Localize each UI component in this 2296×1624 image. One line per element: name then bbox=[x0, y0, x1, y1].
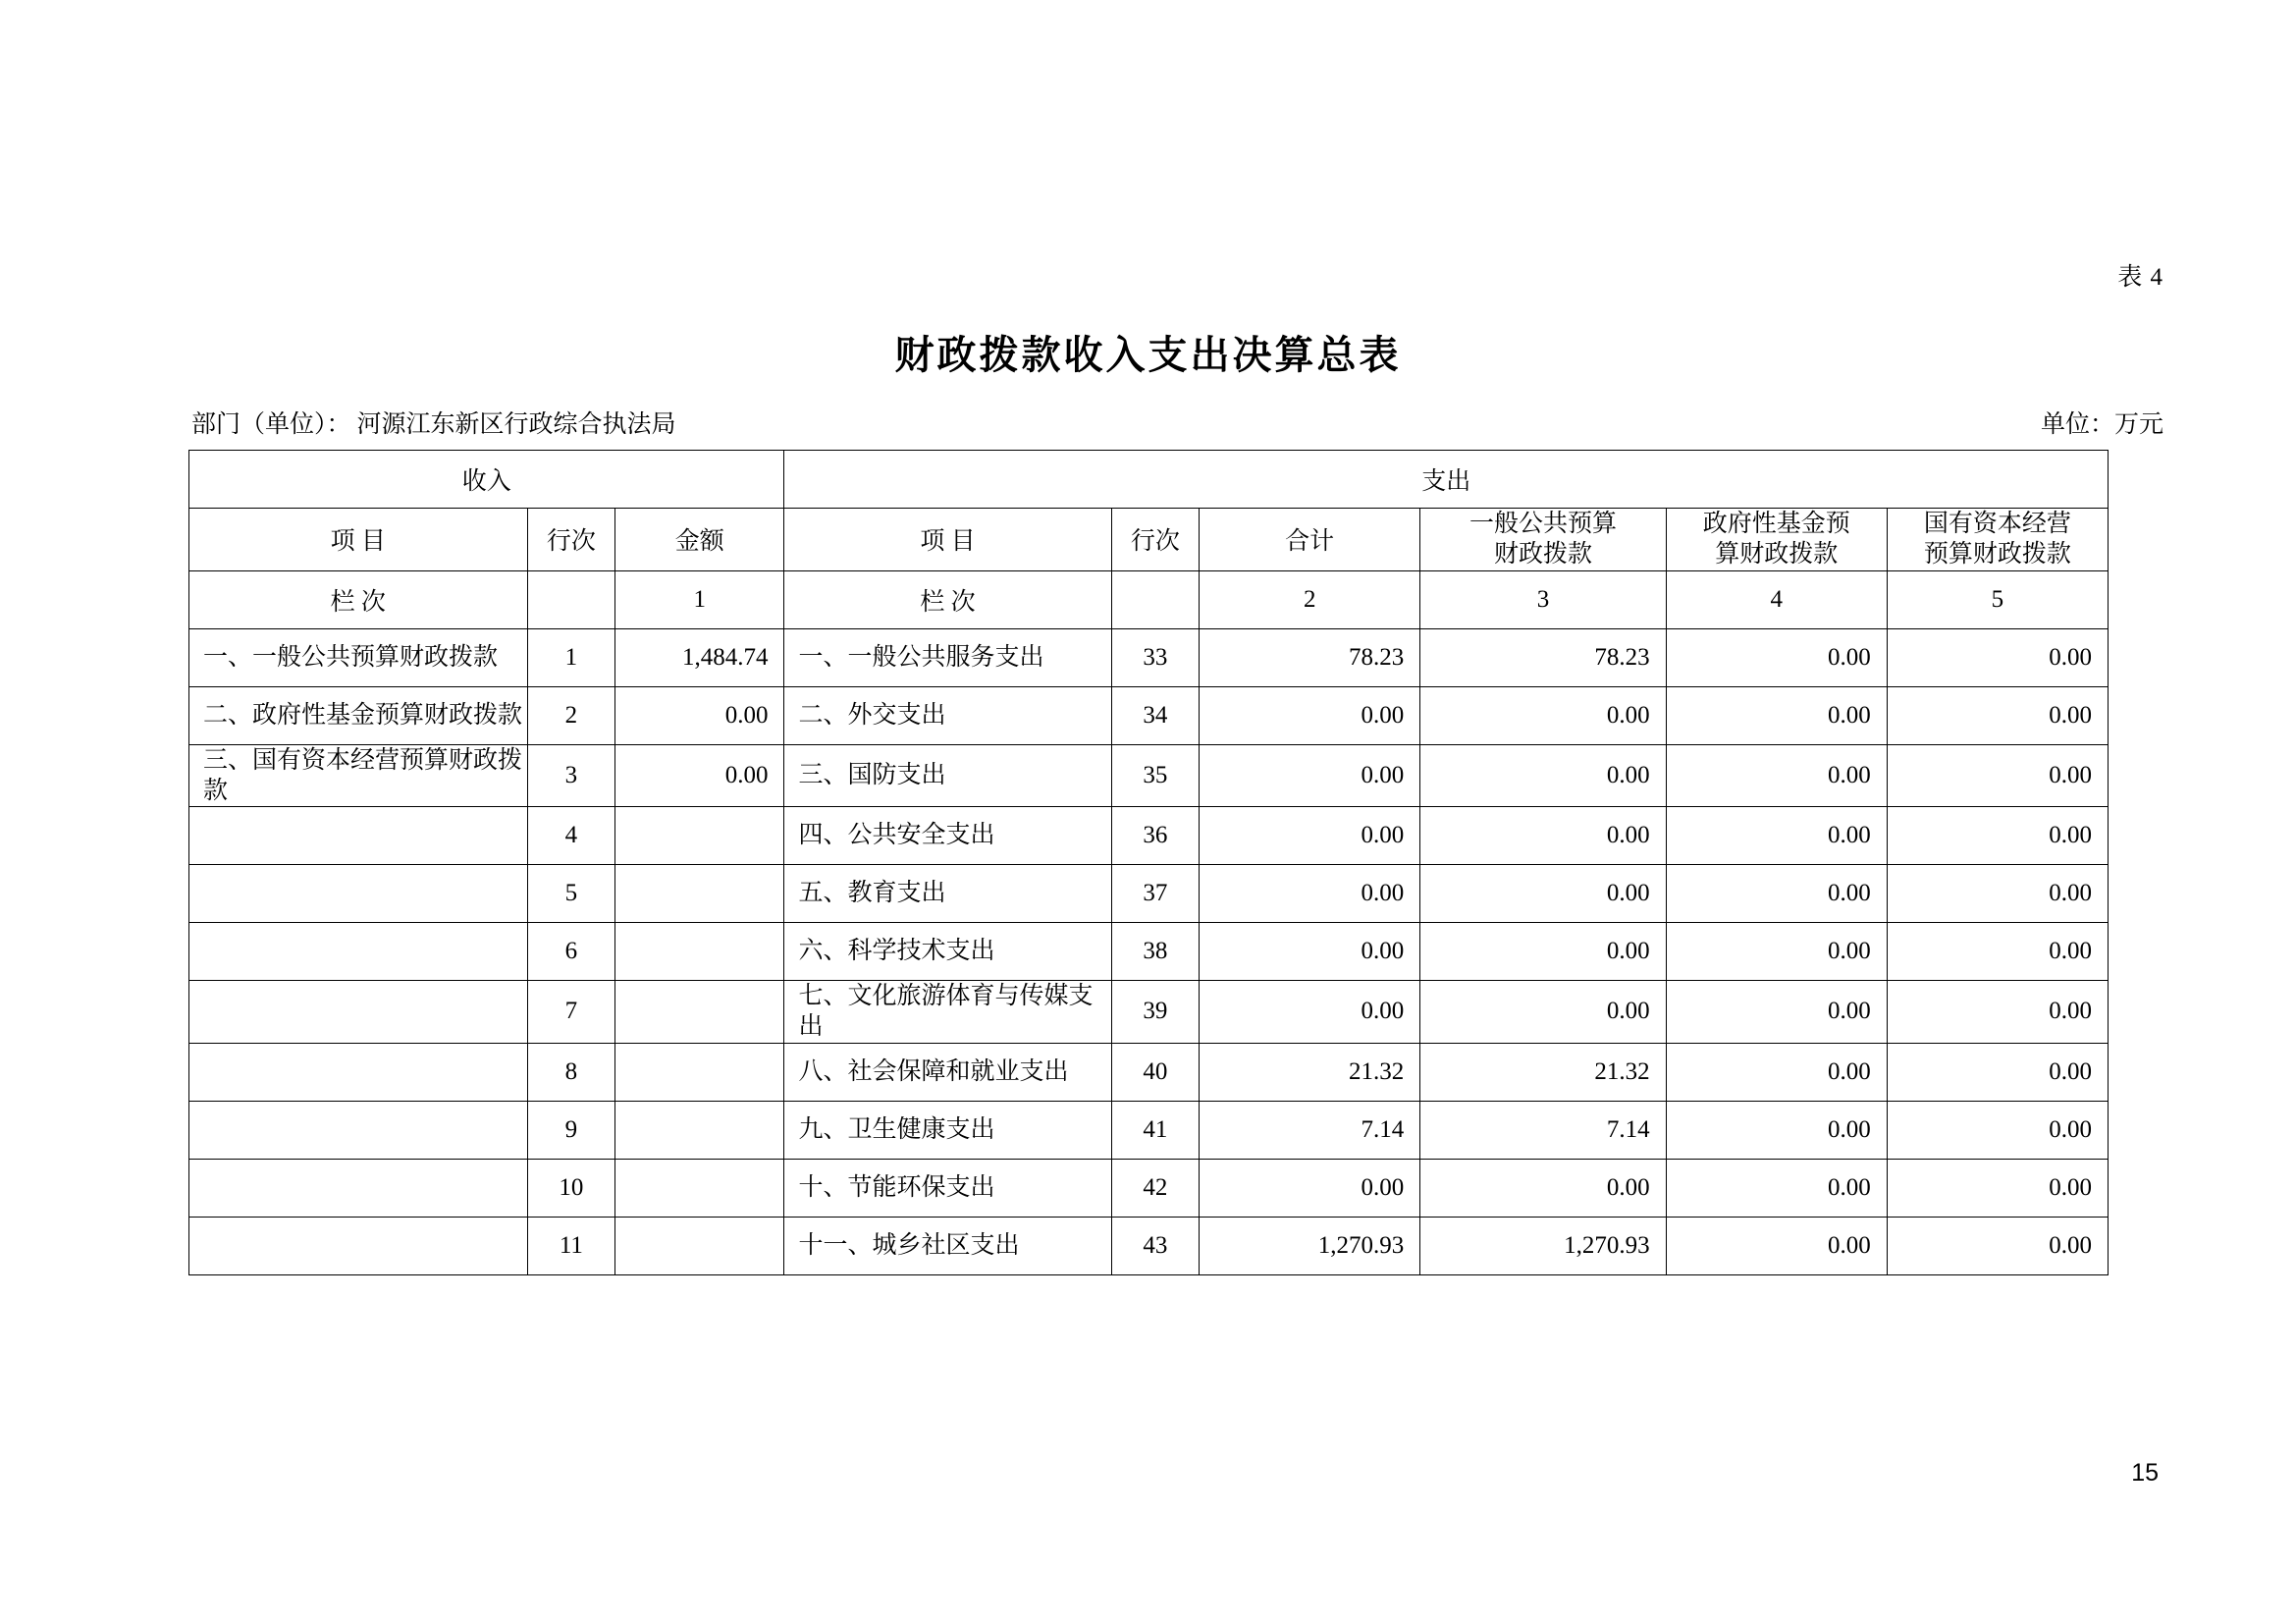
table-row bbox=[189, 923, 2109, 981]
income-line: 10 bbox=[527, 1159, 615, 1217]
header-exp-gov-fund bbox=[1666, 509, 1887, 571]
expenditure-item: 四、公共安全支出 bbox=[784, 807, 1111, 865]
income-line: 6 bbox=[527, 923, 615, 981]
expenditure-line: 36 bbox=[1111, 807, 1200, 865]
column-label-expenditure: 栏 次 bbox=[784, 570, 1111, 628]
table-row bbox=[189, 744, 2109, 807]
expenditure-total: 78.23 bbox=[1200, 628, 1420, 686]
header-exp-general-public-line2: 财政拨款 bbox=[1493, 541, 1592, 568]
expenditure-gov-fund: 0.00 bbox=[1666, 1217, 1887, 1274]
income-amount bbox=[615, 1159, 784, 1217]
expenditure-line: 43 bbox=[1111, 1217, 1200, 1274]
department-name: 河源江东新区行政综合执法局 bbox=[356, 411, 676, 438]
income-amount bbox=[615, 1101, 784, 1159]
expenditure-total: 21.32 bbox=[1200, 1043, 1420, 1101]
expenditure-state-capital: 0.00 bbox=[1887, 1101, 2108, 1159]
department-label: 部门（单位）： bbox=[191, 411, 351, 438]
header-exp-gov-fund-line2: 算财政拨款 bbox=[1715, 541, 1839, 568]
expenditure-gov-fund: 0.00 bbox=[1666, 1043, 1887, 1101]
income-amount bbox=[615, 865, 784, 923]
expenditure-general-public: 78.23 bbox=[1420, 628, 1666, 686]
expenditure-total: 0.00 bbox=[1200, 744, 1420, 807]
expenditure-general-public: 21.32 bbox=[1420, 1043, 1666, 1101]
expenditure-general-public: 1,270.93 bbox=[1420, 1217, 1666, 1274]
income-amount bbox=[615, 923, 784, 981]
income-line: 9 bbox=[527, 1101, 615, 1159]
expenditure-item: 九、卫生健康支出 bbox=[784, 1101, 1111, 1159]
header-income-amount: 金额 bbox=[615, 509, 784, 571]
expenditure-state-capital: 0.00 bbox=[1887, 981, 2108, 1044]
table-column-header-row bbox=[189, 509, 2109, 571]
header-income-item: 项 目 bbox=[189, 509, 528, 571]
expenditure-gov-fund: 0.00 bbox=[1666, 865, 1887, 923]
column-index-exp-total: 2 bbox=[1200, 570, 1420, 628]
expenditure-item: 七、文化旅游体育与传媒支出 bbox=[784, 981, 1111, 1044]
expenditure-general-public: 0.00 bbox=[1420, 923, 1666, 981]
header-exp-state-capital-line1: 国有资本经营 bbox=[1923, 511, 2071, 537]
income-item bbox=[189, 1159, 528, 1217]
group-header-income: 收入 bbox=[189, 451, 784, 509]
income-line: 7 bbox=[527, 981, 615, 1044]
header-exp-line: 行次 bbox=[1111, 509, 1200, 571]
expenditure-item: 一、一般公共服务支出 bbox=[784, 628, 1111, 686]
expenditure-line: 38 bbox=[1111, 923, 1200, 981]
expenditure-general-public: 0.00 bbox=[1420, 807, 1666, 865]
income-item bbox=[189, 865, 528, 923]
expenditure-state-capital: 0.00 bbox=[1887, 807, 2108, 865]
expenditure-line: 39 bbox=[1111, 981, 1200, 1044]
table-row bbox=[189, 1043, 2109, 1101]
expenditure-total: 0.00 bbox=[1200, 981, 1420, 1044]
expenditure-gov-fund: 0.00 bbox=[1666, 923, 1887, 981]
income-item bbox=[189, 1043, 528, 1101]
expenditure-item: 三、国防支出 bbox=[784, 744, 1111, 807]
expenditure-total: 0.00 bbox=[1200, 686, 1420, 744]
income-item bbox=[189, 923, 528, 981]
income-line: 1 bbox=[527, 628, 615, 686]
table-number-label: 表 4 bbox=[2117, 264, 2163, 291]
table-row bbox=[189, 686, 2109, 744]
unit-label: 单位：万元 bbox=[2040, 411, 2163, 438]
column-index-income-line bbox=[527, 570, 615, 628]
expenditure-gov-fund: 0.00 bbox=[1666, 628, 1887, 686]
table-row bbox=[189, 1159, 2109, 1217]
income-amount: 1,484.74 bbox=[615, 628, 784, 686]
expenditure-item: 八、社会保障和就业支出 bbox=[784, 1043, 1111, 1101]
page-number: 15 bbox=[2131, 1459, 2159, 1487]
expenditure-total: 0.00 bbox=[1200, 923, 1420, 981]
expenditure-general-public: 0.00 bbox=[1420, 744, 1666, 807]
expenditure-item: 二、外交支出 bbox=[784, 686, 1111, 744]
meta-row bbox=[191, 405, 2163, 436]
expenditure-general-public: 0.00 bbox=[1420, 686, 1666, 744]
header-exp-general-public-line1: 一般公共预算 bbox=[1468, 511, 1617, 537]
income-line: 5 bbox=[527, 865, 615, 923]
expenditure-total: 0.00 bbox=[1200, 1159, 1420, 1217]
expenditure-state-capital: 0.00 bbox=[1887, 1159, 2108, 1217]
header-exp-state-capital bbox=[1887, 509, 2108, 571]
table-row bbox=[189, 807, 2109, 865]
income-line: 8 bbox=[527, 1043, 615, 1101]
expenditure-item: 十一、城乡社区支出 bbox=[784, 1217, 1111, 1274]
expenditure-line: 33 bbox=[1111, 628, 1200, 686]
expenditure-state-capital: 0.00 bbox=[1887, 744, 2108, 807]
table-row bbox=[189, 981, 2109, 1044]
expenditure-item: 十、节能环保支出 bbox=[784, 1159, 1111, 1217]
table-row bbox=[189, 628, 2109, 686]
column-index-income-amount: 1 bbox=[615, 570, 784, 628]
income-line: 3 bbox=[527, 744, 615, 807]
expenditure-total: 0.00 bbox=[1200, 807, 1420, 865]
income-amount bbox=[615, 981, 784, 1044]
header-exp-state-capital-line2: 预算财政拨款 bbox=[1923, 541, 2071, 568]
expenditure-line: 34 bbox=[1111, 686, 1200, 744]
income-amount: 0.00 bbox=[615, 686, 784, 744]
table-row bbox=[189, 1101, 2109, 1159]
income-amount bbox=[615, 1217, 784, 1274]
income-item: 一、一般公共预算财政拨款 bbox=[189, 628, 528, 686]
column-label-income: 栏 次 bbox=[189, 570, 528, 628]
income-line: 4 bbox=[527, 807, 615, 865]
expenditure-line: 42 bbox=[1111, 1159, 1200, 1217]
expenditure-gov-fund: 0.00 bbox=[1666, 981, 1887, 1044]
expenditure-state-capital: 0.00 bbox=[1887, 686, 2108, 744]
header-income-line: 行次 bbox=[527, 509, 615, 571]
table-column-index-row bbox=[189, 570, 2109, 628]
header-exp-item: 项 目 bbox=[784, 509, 1111, 571]
expenditure-item: 六、科学技术支出 bbox=[784, 923, 1111, 981]
expenditure-state-capital: 0.00 bbox=[1887, 865, 2108, 923]
expenditure-gov-fund: 0.00 bbox=[1666, 686, 1887, 744]
expenditure-line: 40 bbox=[1111, 1043, 1200, 1101]
expenditure-general-public: 0.00 bbox=[1420, 1159, 1666, 1217]
income-item: 三、国有资本经营预算财政拨款 bbox=[189, 744, 528, 807]
income-item bbox=[189, 1217, 528, 1274]
income-item: 二、政府性基金预算财政拨款 bbox=[189, 686, 528, 744]
income-item bbox=[189, 981, 528, 1044]
expenditure-state-capital: 0.00 bbox=[1887, 628, 2108, 686]
expenditure-line: 37 bbox=[1111, 865, 1200, 923]
expenditure-line: 35 bbox=[1111, 744, 1200, 807]
expenditure-state-capital: 0.00 bbox=[1887, 1043, 2108, 1101]
expenditure-general-public: 0.00 bbox=[1420, 981, 1666, 1044]
expenditure-total: 1,270.93 bbox=[1200, 1217, 1420, 1274]
expenditure-state-capital: 0.00 bbox=[1887, 1217, 2108, 1274]
page-title: 财政拨款收入支出决算总表 bbox=[894, 334, 1402, 377]
table-row bbox=[189, 1217, 2109, 1274]
expenditure-gov-fund: 0.00 bbox=[1666, 1101, 1887, 1159]
expenditure-gov-fund: 0.00 bbox=[1666, 744, 1887, 807]
expenditure-general-public: 0.00 bbox=[1420, 865, 1666, 923]
income-line: 2 bbox=[527, 686, 615, 744]
column-index-exp-fund: 4 bbox=[1666, 570, 1887, 628]
column-index-exp-general: 3 bbox=[1420, 570, 1666, 628]
group-header-expenditure: 支出 bbox=[784, 451, 2109, 509]
header-exp-general-public bbox=[1420, 509, 1666, 571]
column-index-exp-capital: 5 bbox=[1887, 570, 2108, 628]
expenditure-gov-fund: 0.00 bbox=[1666, 807, 1887, 865]
expenditure-total: 0.00 bbox=[1200, 865, 1420, 923]
table-row bbox=[189, 865, 2109, 923]
income-amount bbox=[615, 1043, 784, 1101]
budget-table bbox=[188, 450, 2109, 1275]
table-group-header-row bbox=[189, 451, 2109, 509]
expenditure-line: 41 bbox=[1111, 1101, 1200, 1159]
expenditure-general-public: 7.14 bbox=[1420, 1101, 1666, 1159]
expenditure-total: 7.14 bbox=[1200, 1101, 1420, 1159]
income-amount: 0.00 bbox=[615, 744, 784, 807]
income-item bbox=[189, 807, 528, 865]
department-line bbox=[191, 405, 676, 440]
income-item bbox=[189, 1101, 528, 1159]
expenditure-state-capital: 0.00 bbox=[1887, 923, 2108, 981]
expenditure-gov-fund: 0.00 bbox=[1666, 1159, 1887, 1217]
expenditure-item: 五、教育支出 bbox=[784, 865, 1111, 923]
column-index-exp-line bbox=[1111, 570, 1200, 628]
income-amount bbox=[615, 807, 784, 865]
income-line: 11 bbox=[527, 1217, 615, 1274]
header-exp-gov-fund-line1: 政府性基金预 bbox=[1702, 511, 1850, 537]
header-exp-total: 合计 bbox=[1200, 509, 1420, 571]
